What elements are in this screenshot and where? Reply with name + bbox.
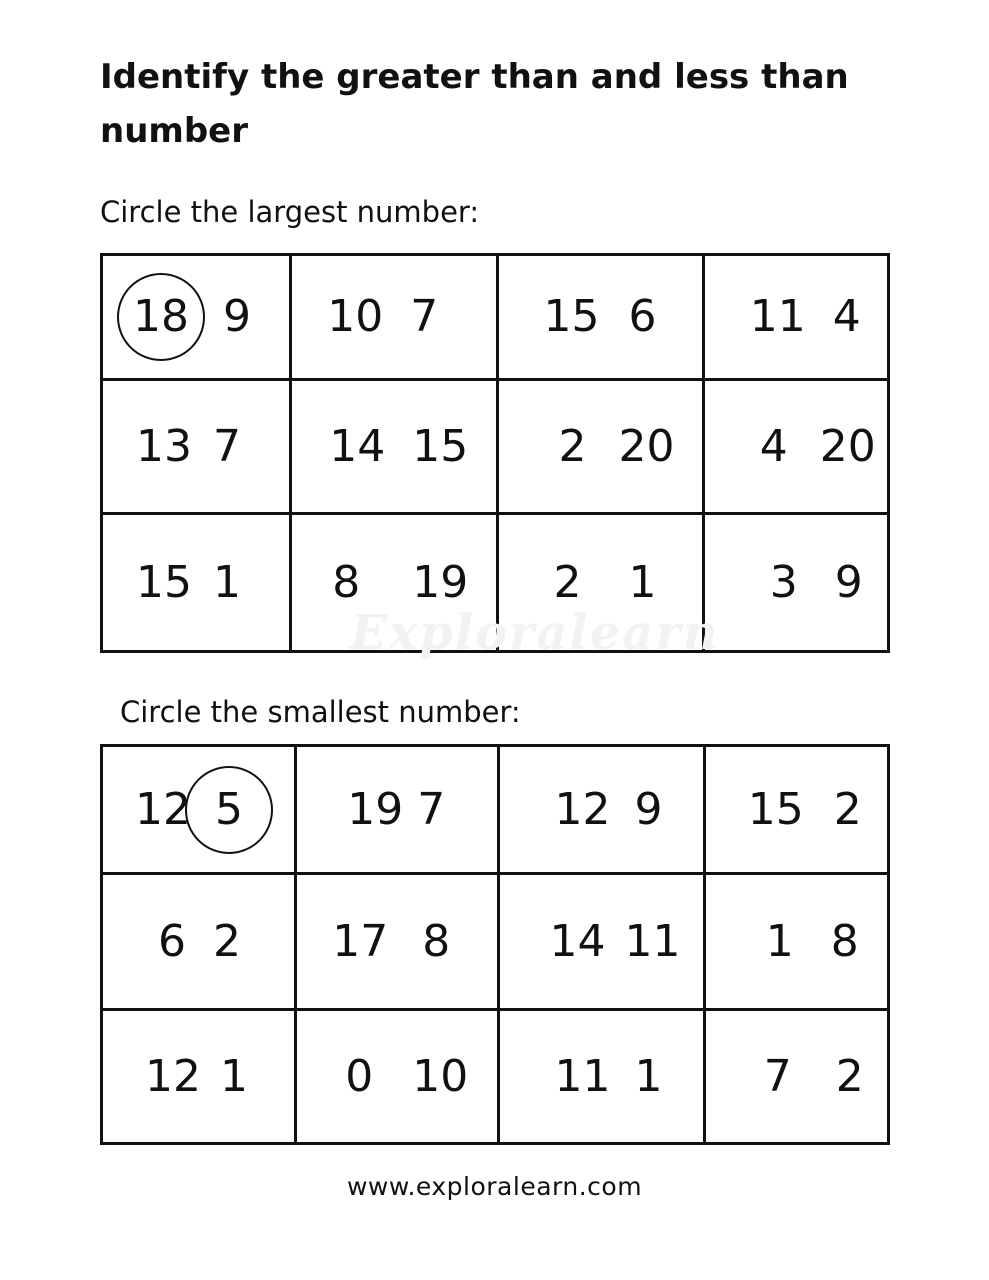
number-choice[interactable]: 1 [634,1050,663,1102]
number-choice[interactable]: 8 [830,915,859,967]
watermark: Exploralearn [350,605,720,661]
number-choice[interactable]: 2 [835,1050,864,1102]
number-cell [297,1011,499,1145]
number-cell [499,381,705,515]
number-choice[interactable]: 9 [834,556,863,608]
number-choice[interactable]: 2 [558,420,587,472]
number-choice[interactable]: 10 [327,291,384,342]
number-choice[interactable]: 7 [763,1050,792,1102]
number-choice[interactable]: 2 [833,783,862,835]
number-choice[interactable]: 14 [329,420,386,472]
number-choice[interactable]: 19 [347,783,404,835]
number-choice[interactable]: 11 [554,1050,611,1102]
circled-number[interactable]: 18 [133,291,189,342]
instruction-largest: Circle the largest number: [100,195,480,229]
number-cell [297,875,499,1011]
worksheet-title: Identify the greater than and less than number [100,57,849,151]
number-choice[interactable]: 1 [765,915,794,967]
number-choice[interactable]: 3 [769,556,798,608]
number-choice[interactable]: 4 [832,291,861,342]
number-choice[interactable]: 7 [417,783,446,835]
number-choice[interactable]: 7 [410,291,439,342]
number-choice[interactable]: 9 [634,783,663,835]
instruction-smallest: Circle the smallest number: [120,695,521,729]
number-choice[interactable]: 15 [136,556,192,608]
footer-website: www.exploralearn.com [346,1172,643,1201]
number-choice[interactable]: 6 [628,291,657,342]
grid-row [103,875,890,1011]
number-choice[interactable]: 12 [554,783,611,835]
number-choice[interactable]: 13 [136,420,192,472]
number-choice[interactable]: 15 [747,783,804,835]
number-choice[interactable]: 6 [158,915,186,967]
number-choice[interactable]: 17 [332,915,389,967]
number-cell [500,875,706,1011]
number-choice[interactable]: 1 [628,556,657,608]
number-cell [705,256,890,381]
number-choice[interactable]: 11 [749,291,806,342]
number-choice[interactable]: 0 [345,1050,374,1102]
number-choice[interactable]: 19 [412,556,469,608]
number-choice[interactable]: 1 [220,1050,248,1102]
number-cell [103,875,297,1011]
number-cell [499,256,705,381]
number-cell [103,515,292,653]
grid-row [103,747,890,875]
number-cell [292,381,498,515]
grid-row [103,381,890,515]
number-cell [292,256,498,381]
number-cell [500,747,706,875]
number-choice[interactable]: 12 [145,1050,201,1102]
number-choice[interactable]: 8 [422,915,451,967]
number-choice[interactable]: 20 [819,420,876,472]
number-choice[interactable]: 14 [549,915,606,967]
number-cell [706,747,890,875]
number-cell [103,747,297,875]
number-choice[interactable]: 4 [759,420,788,472]
number-choice[interactable]: 20 [618,420,675,472]
largest-number-grid [100,253,890,653]
number-cell [297,747,499,875]
number-choice[interactable]: 9 [223,291,251,342]
number-choice[interactable]: 1 [213,556,241,608]
number-choice[interactable]: 2 [553,556,582,608]
number-choice[interactable]: 8 [332,556,361,608]
number-choice[interactable]: 7 [213,420,241,472]
number-choice[interactable]: 2 [213,915,241,967]
number-cell [500,1011,706,1145]
number-choice[interactable]: 15 [412,420,469,472]
number-cell [706,1011,890,1145]
grid-row [103,1011,890,1145]
circled-number[interactable]: 5 [215,783,243,835]
smallest-number-grid [100,744,890,1145]
number-choice[interactable]: 10 [412,1050,469,1102]
number-cell [706,875,890,1011]
number-choice[interactable]: 12 [135,783,191,835]
number-cell [103,381,292,515]
number-choice[interactable]: 11 [624,915,681,967]
number-choice[interactable]: 15 [543,291,600,342]
number-cell [103,256,292,381]
number-cell [705,381,890,515]
number-cell [705,515,890,653]
number-cell [103,1011,297,1145]
grid-row [103,256,890,381]
